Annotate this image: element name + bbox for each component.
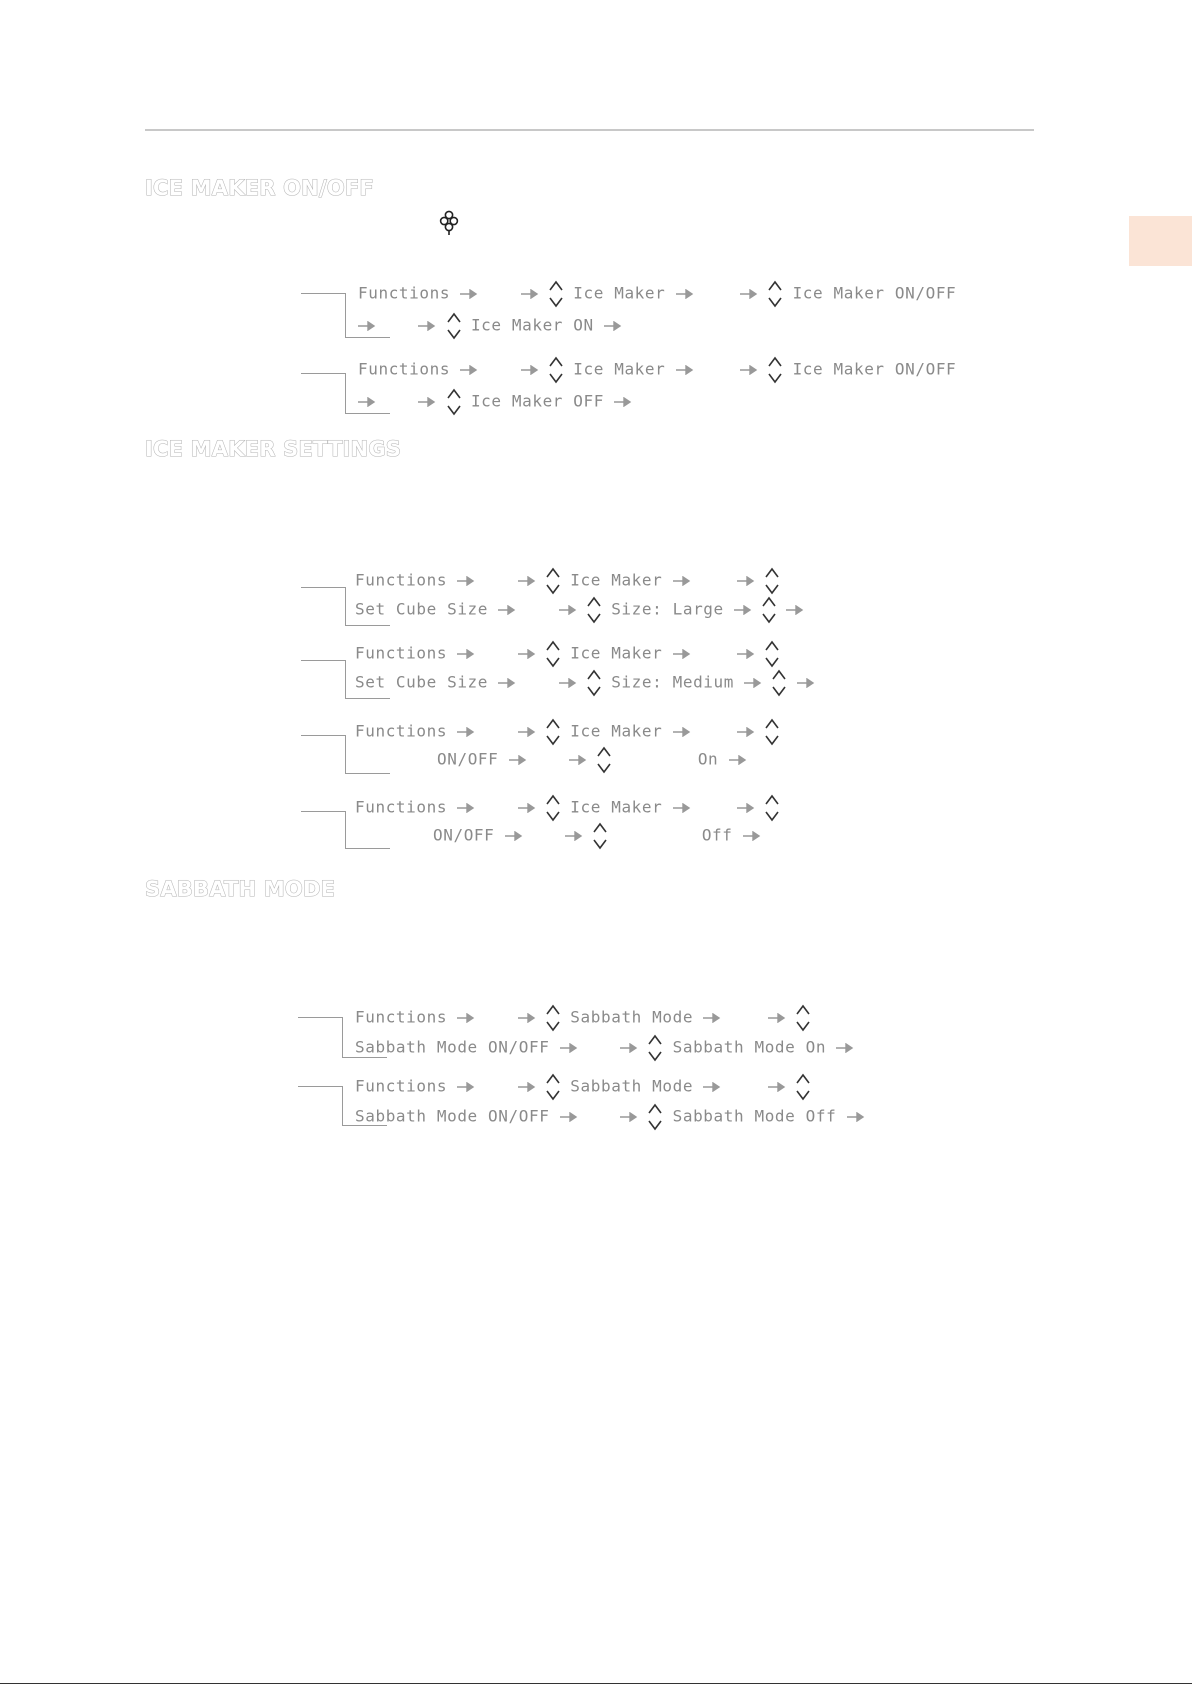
top-rule bbox=[145, 129, 1034, 131]
up-down-arrows-icon bbox=[765, 566, 779, 596]
right-arrow-icon bbox=[457, 649, 475, 659]
right-arrow-icon bbox=[518, 1082, 536, 1092]
right-arrow-icon bbox=[786, 605, 804, 615]
right-arrow-icon bbox=[457, 1082, 475, 1092]
right-arrow-icon bbox=[737, 576, 755, 586]
right-arrow-icon bbox=[620, 1043, 638, 1053]
right-arrow-icon bbox=[737, 803, 755, 813]
right-arrow-icon bbox=[518, 727, 536, 737]
right-arrow-icon bbox=[614, 397, 632, 407]
step-line: ON/OFF Off bbox=[433, 821, 761, 851]
step-line: Sabbath Mode ON/OFF Sabbath Mode On bbox=[355, 1033, 854, 1063]
heading-ice-maker-settings: ICE MAKER SETTINGS bbox=[145, 437, 402, 461]
right-arrow-icon bbox=[505, 831, 523, 841]
right-arrow-icon bbox=[703, 1082, 721, 1092]
right-arrow-icon bbox=[559, 678, 577, 688]
right-arrow-icon bbox=[418, 321, 436, 331]
ice-cubes-icon bbox=[439, 210, 459, 236]
step-line: Ice Maker OFF bbox=[358, 387, 632, 417]
up-down-arrows-icon bbox=[546, 639, 560, 669]
step-bracket bbox=[301, 660, 346, 699]
right-arrow-icon bbox=[358, 397, 376, 407]
right-arrow-icon bbox=[836, 1043, 854, 1053]
step-bracket bbox=[301, 735, 346, 774]
up-down-arrows-icon bbox=[447, 387, 461, 417]
right-arrow-icon bbox=[676, 365, 694, 375]
right-arrow-icon bbox=[676, 289, 694, 299]
up-down-arrows-icon bbox=[587, 595, 601, 625]
step-bracket bbox=[298, 1017, 343, 1058]
right-arrow-icon bbox=[604, 321, 622, 331]
step-line: Functions Ice Maker bbox=[355, 639, 779, 669]
right-arrow-icon bbox=[560, 1112, 578, 1122]
step-line: Functions Sabbath Mode bbox=[355, 1003, 810, 1033]
right-arrow-icon bbox=[518, 1013, 536, 1023]
right-arrow-icon bbox=[673, 803, 691, 813]
right-arrow-icon bbox=[744, 678, 762, 688]
right-arrow-icon bbox=[457, 803, 475, 813]
step-bracket bbox=[298, 1086, 343, 1126]
up-down-arrows-icon bbox=[549, 279, 563, 309]
step-line: Functions Ice Maker bbox=[355, 793, 779, 823]
right-arrow-icon bbox=[703, 1013, 721, 1023]
up-down-arrows-icon bbox=[587, 668, 601, 698]
right-arrow-icon bbox=[460, 365, 478, 375]
right-arrow-icon bbox=[673, 576, 691, 586]
right-arrow-icon bbox=[521, 365, 539, 375]
step-line: Sabbath Mode ON/OFF Sabbath Mode Off bbox=[355, 1102, 865, 1132]
step-line: Set Cube Size Size: Medium bbox=[355, 668, 815, 698]
right-arrow-icon bbox=[740, 365, 758, 375]
heading-ice-maker-onoff: ICE MAKER ON/OFF bbox=[145, 176, 374, 200]
right-arrow-icon bbox=[498, 678, 516, 688]
step-line: Ice Maker ON bbox=[358, 311, 622, 341]
up-down-arrows-icon bbox=[796, 1003, 810, 1033]
up-down-arrows-icon bbox=[648, 1033, 662, 1063]
step-line: Functions Ice Maker bbox=[355, 717, 779, 747]
right-arrow-icon bbox=[518, 649, 536, 659]
right-arrow-icon bbox=[673, 649, 691, 659]
right-arrow-icon bbox=[457, 576, 475, 586]
right-arrow-icon bbox=[797, 678, 815, 688]
up-down-arrows-icon bbox=[765, 793, 779, 823]
up-down-arrows-icon bbox=[546, 793, 560, 823]
right-arrow-icon bbox=[569, 755, 587, 765]
up-down-arrows-icon bbox=[593, 821, 607, 851]
right-arrow-icon bbox=[740, 289, 758, 299]
right-arrow-icon bbox=[560, 1043, 578, 1053]
bottom-rule bbox=[0, 1683, 1192, 1684]
right-arrow-icon bbox=[518, 803, 536, 813]
heading-sabbath-mode: SABBATH MODE bbox=[145, 877, 336, 901]
right-arrow-icon bbox=[673, 727, 691, 737]
chapter-side-tab bbox=[1129, 216, 1192, 266]
right-arrow-icon bbox=[768, 1013, 786, 1023]
up-down-arrows-icon bbox=[772, 668, 786, 698]
right-arrow-icon bbox=[559, 605, 577, 615]
up-down-arrows-icon bbox=[597, 745, 611, 775]
up-down-arrows-icon bbox=[549, 355, 563, 385]
right-arrow-icon bbox=[498, 605, 516, 615]
up-down-arrows-icon bbox=[768, 279, 782, 309]
step-bracket bbox=[301, 811, 346, 849]
up-down-arrows-icon bbox=[447, 311, 461, 341]
up-down-arrows-icon bbox=[648, 1102, 662, 1132]
right-arrow-icon bbox=[734, 605, 752, 615]
up-down-arrows-icon bbox=[765, 639, 779, 669]
up-down-arrows-icon bbox=[765, 717, 779, 747]
step-line: Functions Ice Maker bbox=[355, 566, 779, 596]
up-down-arrows-icon bbox=[796, 1072, 810, 1102]
step-line: Functions Sabbath Mode bbox=[355, 1072, 810, 1102]
right-arrow-icon bbox=[743, 831, 761, 841]
step-bracket bbox=[301, 373, 346, 414]
up-down-arrows-icon bbox=[546, 566, 560, 596]
step-line: ON/OFF On bbox=[437, 745, 747, 775]
right-arrow-icon bbox=[358, 321, 376, 331]
up-down-arrows-icon bbox=[768, 355, 782, 385]
right-arrow-icon bbox=[521, 289, 539, 299]
right-arrow-icon bbox=[847, 1112, 865, 1122]
right-arrow-icon bbox=[565, 831, 583, 841]
right-arrow-icon bbox=[737, 649, 755, 659]
right-arrow-icon bbox=[457, 727, 475, 737]
right-arrow-icon bbox=[737, 727, 755, 737]
up-down-arrows-icon bbox=[762, 595, 776, 625]
right-arrow-icon bbox=[518, 576, 536, 586]
step-bracket bbox=[301, 293, 346, 338]
right-arrow-icon bbox=[768, 1082, 786, 1092]
right-arrow-icon bbox=[729, 755, 747, 765]
up-down-arrows-icon bbox=[546, 717, 560, 747]
step-line: Functions Ice Maker Ice Maker ON/OFF bbox=[358, 355, 956, 385]
right-arrow-icon bbox=[457, 1013, 475, 1023]
up-down-arrows-icon bbox=[546, 1072, 560, 1102]
step-line: Functions Ice Maker Ice Maker ON/OFF bbox=[358, 279, 956, 309]
right-arrow-icon bbox=[509, 755, 527, 765]
right-arrow-icon bbox=[418, 397, 436, 407]
step-bracket bbox=[301, 587, 346, 626]
right-arrow-icon bbox=[460, 289, 478, 299]
right-arrow-icon bbox=[620, 1112, 638, 1122]
step-line: Set Cube Size Size: Large bbox=[355, 595, 804, 625]
up-down-arrows-icon bbox=[546, 1003, 560, 1033]
